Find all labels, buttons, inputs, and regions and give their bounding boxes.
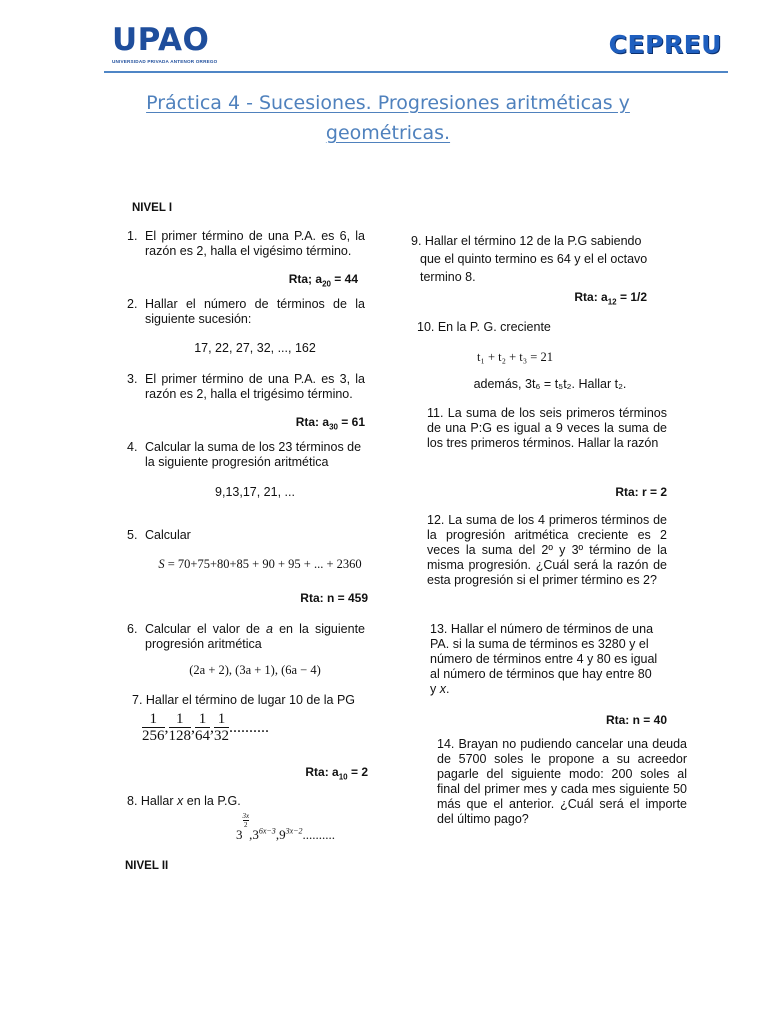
- header-divider: [104, 71, 728, 73]
- problem-6-number: 6.: [127, 622, 138, 636]
- problem-11-answer: Rta: r = 2: [615, 485, 667, 499]
- page-title-line1: Práctica 4 - Sucesiones. Progresiones aritméticas y: [146, 92, 630, 114]
- problem-3-number: 3.: [127, 372, 138, 386]
- problem-6-text: Calcular el valor de a en la siguiente progresión aritmética: [145, 622, 365, 651]
- problem-9-answer: Rta: $a_{12} = 1/2$: [574, 290, 647, 307]
- problem-5-formula: S = 70+75+80+85 + 90 + 95 + ... + 2360: [158, 557, 362, 571]
- problem-9-line1: 9. Hallar el término 12 de la P.G sabiendo: [411, 234, 642, 248]
- page-title: [110, 88, 666, 148]
- level-heading-2: NIVEL II: [125, 860, 169, 872]
- problem-1-number: 1.: [127, 229, 138, 243]
- page-title-line2: geométricas.: [325, 122, 451, 144]
- problem-12-text: 12. La suma de los 4 primeros términos de la progresión aritmética creciente es 2 veces la suma del 2º y 3º término de la misma progresión. ¿Cuál será la razón de esta progresión si el primer término es 2?: [427, 513, 667, 587]
- problem-11-text: 11. La suma de los seis primeros términos de una P:G es igual a 9 veces la suma de los tres primeros términos. Hallar la razón: [427, 406, 667, 450]
- level-heading-1: NIVEL I: [132, 202, 173, 214]
- upao-logo: [112, 22, 217, 64]
- exponent-fraction: $\frac{3x}{2}$: [242, 812, 250, 829]
- upao-logo-subtitle: UNIVERSIDAD PRIVADA ANTENOR ORREGO: [112, 59, 218, 64]
- problem-2-text: Hallar el número de términos de la siguiente sucesión:: [145, 297, 365, 326]
- problem-13-text: 13. Hallar el número de términos de una PA. si la suma de términos es 3280 y el número de términos entre 4 y 80 es igual al número de términos que hay entre 80 y x.: [430, 622, 658, 696]
- problem-9-line2: que el quinto termino es 64 y el el octavo: [420, 252, 648, 266]
- fraction-3: $\frac{1}{64}$: [195, 711, 210, 744]
- problem-10-equation: t₁ + t₂ + t₃ = 21: [477, 350, 553, 364]
- problem-9-line3: termino 8.: [420, 270, 476, 284]
- problem-10-text: 10. En la P. G. creciente: [417, 320, 551, 334]
- problem-4-sequence: 9,13,17, 21, ...: [215, 485, 295, 499]
- problem-7-answer: Rta: $a_{10} = 2$: [305, 765, 368, 782]
- problem-2-sequence: 17, 22, 27, 32, ..., 162: [194, 341, 316, 355]
- problem-6-expression: (2a + 2), (3a + 1), (6a − 4): [189, 663, 321, 677]
- problem-4-text: Calcular la suma de los 23 términos de la siguiente progresión aritmética: [145, 440, 362, 469]
- problem-7-sequence: $\frac{1}{256}$ , $\frac{1}{128}$ , $\frac{1}{64}$ , $\frac{1}{32}$ ..........: [142, 711, 269, 744]
- problem-1-answer: Rta; $a_{20} = 44$: [288, 272, 358, 289]
- fraction-2: $\frac{1}{128}$: [168, 711, 191, 744]
- problem-8-sequence: 3 $\frac{3x}{2}$ $,3^{6x-3},9^{3x-2}$..........: [236, 812, 336, 842]
- cepreu-logo: CEPREU: [608, 30, 722, 59]
- problem-7-text: 7. Hallar el término de lugar 10 de la PG: [132, 693, 356, 707]
- problem-5-text: Calcular: [145, 528, 191, 542]
- fraction-1: $\frac{1}{256}$: [142, 711, 165, 744]
- problem-1-text: El primer término de una P.A. es 6, la razón es 2, halla el vigésimo término.: [145, 229, 365, 258]
- problem-3-answer: Rta: $a_{30} = 61$: [295, 415, 365, 432]
- problem-3-text: El primer término de una P.A. es 3, la razón es 2, halla el trigésimo término.: [145, 372, 365, 401]
- problem-10-condition: además, 3t₆ = t₅t₂. Hallar t₂.: [473, 377, 627, 391]
- problem-5-number: 5.: [127, 528, 138, 542]
- upao-logo-text: UPAO: [112, 22, 210, 58]
- problem-2-number: 2.: [127, 297, 138, 311]
- problem-14-text: 14. Brayan no pudiendo cancelar una deuda de 5700 soles le propone a su acreedor pagarle del siguiente modo: 200 soles al final del primer mes y cada mes siguiente 50 más que el anterior. ¿Cuál será el importe del último pago?: [437, 737, 687, 826]
- problem-4-number: 4.: [127, 440, 138, 454]
- problem-8-text: 8. Hallar x en la P.G.: [127, 794, 241, 808]
- problem-13-answer: Rta: n = 40: [605, 713, 667, 727]
- problem-5-answer: Rta: n = 459: [300, 591, 368, 605]
- fraction-4: $\frac{1}{32}$: [214, 711, 229, 744]
